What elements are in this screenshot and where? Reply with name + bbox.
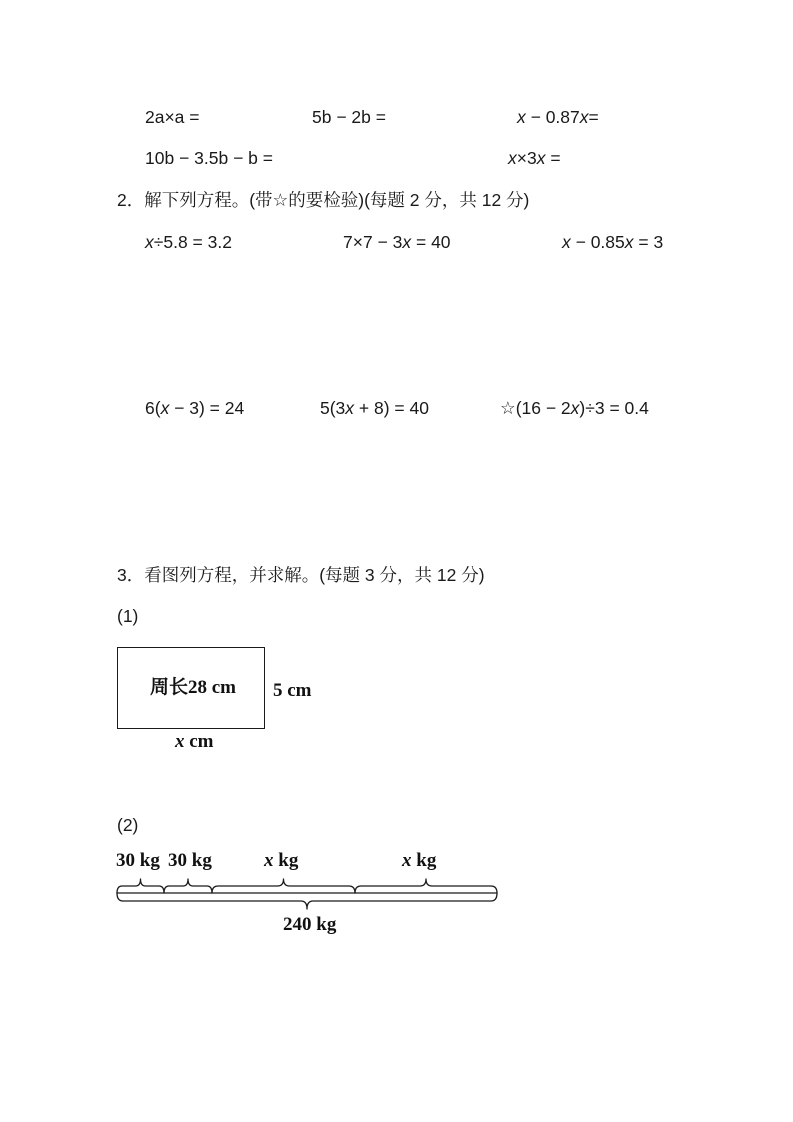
variable-x: x xyxy=(562,232,571,252)
problem-2-label: (2) xyxy=(117,815,139,835)
equation-2: 7×7 − 3x = 40 xyxy=(343,232,451,252)
brace-segment-4 xyxy=(355,879,497,893)
brace-segment-2 xyxy=(164,879,212,893)
total-weight-label: 240 kg xyxy=(283,914,337,935)
variable-x: x xyxy=(145,232,154,252)
variable-x: x xyxy=(508,148,517,168)
variable-x: x xyxy=(402,232,412,252)
rectangle-height-label: 5 cm xyxy=(273,680,312,701)
equation-4: 6(x − 3) = 24 xyxy=(145,398,245,418)
segment-label-3: x kg xyxy=(264,850,299,871)
rectangle-width-label: x cm xyxy=(175,731,214,752)
equation-6-starred: ☆(16 − 2x)÷3 = 0.4 xyxy=(500,398,649,418)
segment-label-4: x kg xyxy=(402,850,437,871)
expression-2a-times-a: 2a×a = xyxy=(145,107,200,127)
variable-x: x xyxy=(517,107,526,127)
expression-10b-minus-35b-minus-b: 10b − 3.5b − b = xyxy=(145,148,273,168)
expression-x-minus-087x: x − 0.87x= xyxy=(517,107,599,127)
variable-x: x xyxy=(345,398,355,418)
variable-x: x xyxy=(579,107,589,127)
expression-5b-minus-2b: 5b − 2b = xyxy=(312,107,386,127)
line-segment-diagram xyxy=(110,870,505,915)
section-3-heading: 3．看图列方程，并求解。(每题 3 分，共 12 分) xyxy=(117,565,485,585)
variable-x: x xyxy=(264,850,274,871)
equation-3: x − 0.85x = 3 xyxy=(562,232,664,252)
variable-x: x xyxy=(624,232,634,252)
variable-x: x xyxy=(160,398,170,418)
equation-1: x÷5.8 = 3.2 xyxy=(145,232,232,252)
section-2-heading: 2．解下列方程。(带☆的要检验)(每题 2 分，共 12 分) xyxy=(117,190,530,210)
brace-segment-3 xyxy=(212,879,355,893)
variable-x: x xyxy=(175,731,185,752)
brace-total xyxy=(117,893,497,909)
variable-x: x xyxy=(570,398,580,418)
segment-label-2: 30 kg xyxy=(168,850,212,871)
brace-segment-1 xyxy=(117,879,164,893)
variable-x: x xyxy=(402,850,412,871)
expression-x-times-3x: x×3x = xyxy=(508,148,561,168)
equation-5: 5(3x + 8) = 40 xyxy=(320,398,429,418)
segment-label-1: 30 kg xyxy=(116,850,160,871)
problem-1-label: (1) xyxy=(117,606,139,626)
variable-x: x xyxy=(536,148,546,168)
rectangle-perimeter-label: 周长28 cm xyxy=(150,677,237,698)
